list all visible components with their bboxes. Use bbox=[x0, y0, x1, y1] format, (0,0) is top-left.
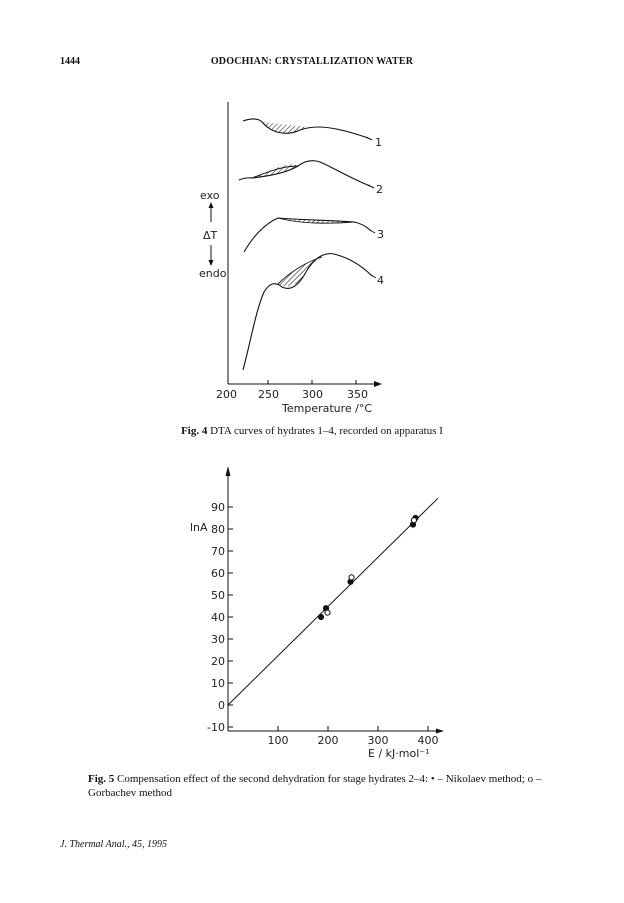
page-number: 1444 bbox=[60, 56, 80, 67]
fig5-x-tick-label-1: 200 bbox=[317, 734, 339, 747]
fig5-x-tick-label-2: 300 bbox=[367, 734, 389, 747]
fig4-curve-label-2: 2 bbox=[376, 183, 383, 196]
fig5-y-tick-label-3: 60 bbox=[211, 567, 225, 580]
fig5-point-nikolaev-0 bbox=[318, 614, 323, 619]
fig5-point-gorbachev-2 bbox=[411, 518, 416, 523]
fig4-curve-label-1: 1 bbox=[375, 136, 382, 149]
fig5-caption-label: Fig. 5 bbox=[88, 773, 115, 785]
fig4-label-exo: exo bbox=[200, 189, 220, 202]
fig4-x-label: Temperature /°C bbox=[282, 402, 373, 415]
fig4-curve-label-4: 4 bbox=[377, 274, 384, 287]
fig5-x-tick-label-3: 400 bbox=[417, 734, 439, 747]
fig4-label-delta-t: ΔT bbox=[203, 229, 218, 242]
fig5-y-tick-label-5: 40 bbox=[211, 611, 225, 624]
fig5-y-tick-label-10: -10 bbox=[207, 721, 225, 734]
fig4-x-tick-label-200: 200 bbox=[216, 388, 237, 401]
running-title: ODOCHIAN: CRYSTALLIZATION WATER bbox=[210, 56, 414, 67]
fig5-x-tick-label-0: 100 bbox=[267, 734, 289, 747]
fig4-label-endo: endo bbox=[199, 267, 227, 280]
fig5-y-tick-label-4: 50 bbox=[211, 589, 225, 602]
fig5-y-tick-label-9: 0 bbox=[218, 699, 225, 712]
fig5-y-tick-label-8: 10 bbox=[211, 677, 225, 690]
fig4-caption-text: DTA curves of hydrates 1–4, recorded on apparatus I bbox=[210, 425, 443, 437]
fig5-caption bbox=[88, 772, 568, 800]
journal-footer: J. Thermal Anal., 45, 1995 bbox=[60, 839, 168, 850]
fig5-y-tick-label-2: 70 bbox=[211, 545, 225, 558]
fig5-x-label: E / kJ·mol⁻¹ bbox=[368, 747, 430, 760]
fig5-y-tick-label-1: 80 bbox=[211, 523, 225, 536]
fig4-caption-label: Fig. 4 bbox=[181, 425, 208, 437]
fig5-fit-line bbox=[228, 498, 438, 705]
fig5-y-label: lnA bbox=[190, 521, 208, 534]
fig4-curve-label-3: 3 bbox=[377, 228, 384, 241]
fig5-caption-text: Compensation effect of the second dehydration for stage hydrates 2–4: • – Nikolaev method; o – Gorbachev method bbox=[88, 773, 542, 799]
fig5-y-tick-label-0: 90 bbox=[211, 501, 225, 514]
fig5-point-gorbachev-0 bbox=[325, 610, 330, 615]
fig5-y-axis-arrow bbox=[226, 466, 231, 476]
fig5-point-gorbachev-1 bbox=[349, 575, 354, 580]
fig4-x-tick-label-350: 350 bbox=[347, 388, 368, 401]
fig4-x-tick-label-300: 300 bbox=[302, 388, 323, 401]
fig4-x-tick-label-250: 250 bbox=[258, 388, 279, 401]
fig5-y-tick-label-6: 30 bbox=[211, 633, 225, 646]
fig5-x-axis-arrow bbox=[436, 729, 444, 734]
fig5-y-tick-label-7: 20 bbox=[211, 655, 225, 668]
